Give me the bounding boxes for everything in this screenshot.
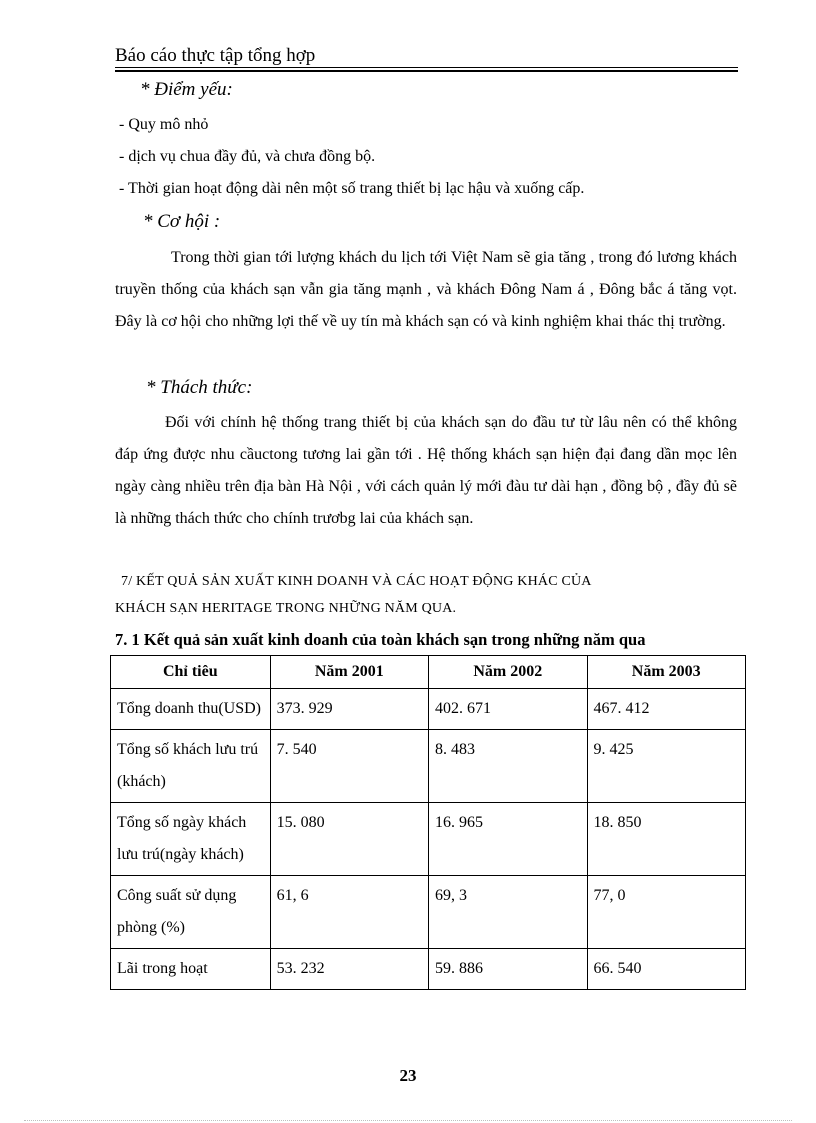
page-header-title: Báo cáo thực tập tổng hợp [115,45,316,66]
header-rule-thin [115,67,738,68]
table-cell: 61, 6 [270,876,428,949]
opportunities-text: Trong thời gian tới lượng khách du lịch tới Việt Nam sẽ gia tăng , trong đó lương khách truyền thống của khách sạn vẫn gia tăng mạnh , và khách Đông Nam á , Đông bắc á tăng vọt. Đây là cơ hội cho những lợi thế về uy tín mà khách sạn có và kinh nghiệm khai thác thị trường. [115,249,737,330]
table-cell: 373. 929 [270,689,428,730]
table-cell: 467. 412 [587,689,746,730]
table-cell: 66. 540 [587,949,746,990]
table-header-cell: Năm 2001 [270,656,428,689]
table-cell: 59. 886 [429,949,587,990]
section-subheading: 7. 1 Kết quả sản xuất kinh doanh của toàn khách sạn trong những năm qua [115,630,646,649]
table-cell: 9. 425 [587,730,746,803]
table-cell: 8. 483 [429,730,587,803]
row-label: Tổng doanh thu(USD) [111,689,271,730]
page-number: 23 [399,1066,417,1085]
table-cell: 7. 540 [270,730,428,803]
weakness-item: - dịch vụ chua đầy đủ, và chưa đồng bộ. [119,148,376,165]
threats-heading: * Thách thức: [146,377,253,398]
table-row [111,689,746,730]
row-label: Tổng số ngày khách lưu trú(ngày khách) [111,803,271,876]
section-heading-line2: KHÁCH SẠN HERITAGE TRONG NHỮNG NĂM QUA. [115,601,457,616]
weakness-item: - Quy mô nhỏ [119,116,209,133]
opportunities-heading: * Cơ hội : [143,211,221,232]
row-label: Công suất sử dụng phòng (%) [111,876,271,949]
row-label: Lãi trong hoạt [111,949,271,990]
weakness-item: - Thời gian hoạt động dài nên một số trang thiết bị lạc hậu và xuống cấp. [119,180,585,197]
table-header-cell: Năm 2003 [587,656,746,689]
section-heading-line1: 7/ KẾT QUẢ SẢN XUẤT KINH DOANH VÀ CÁC HOẠT ĐỘNG KHÁC CỦA [121,574,592,589]
table-cell: 18. 850 [587,803,746,876]
weaknesses-heading: * Điểm yếu: [140,79,233,100]
table-row [111,730,746,803]
opportunities-paragraph [115,242,737,338]
threats-paragraph [115,407,737,535]
threats-text: Đối với chính hệ thống trang thiết bị của khách sạn do đầu tư từ lâu nên có thể không đáp ứng được nhu cầuctong tương lai gần tới . Hệ thống khách sạn hiện đại đang dần mọc lên ngày càng nhiều trên địa bàn Hà Nội , với cách quản lý mới đàu tư dài hạn , đồng bộ , đầy đủ sẽ là những thách thức cho chính trươbg lai của khách sạn. [115,414,737,527]
table-row [111,876,746,949]
table-row [111,803,746,876]
footer-divider [24,1120,792,1121]
table-cell: 77, 0 [587,876,746,949]
table-cell: 15. 080 [270,803,428,876]
table-row [111,949,746,990]
header-rule-thick [115,70,738,72]
table-cell: 69, 3 [429,876,587,949]
table-cell: 16. 965 [429,803,587,876]
table-header-cell: Chỉ tiêu [111,656,271,689]
results-table [110,655,746,990]
row-label: Tổng số khách lưu trú (khách) [111,730,271,803]
table-cell: 53. 232 [270,949,428,990]
table-header-row [111,656,746,689]
table-header-cell: Năm 2002 [429,656,587,689]
table-cell: 402. 671 [429,689,587,730]
